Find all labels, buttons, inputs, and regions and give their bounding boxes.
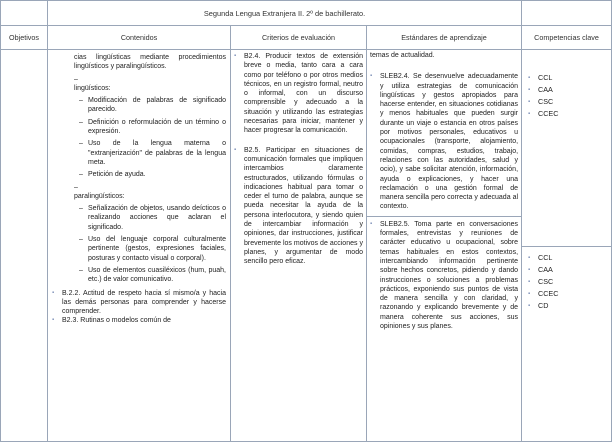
estandar-bottom xyxy=(367,216,521,332)
header-contenidos: Contenidos xyxy=(48,26,231,50)
competencia-item: ▪ CD xyxy=(528,300,611,312)
competencia-item: ▪ CAA xyxy=(528,264,611,276)
contenido-b222: ▪ B.2.2. Actitud de respeto hacia sí mismo/a y hacia las demás personas para comprender y hacerse comprender. xyxy=(52,289,226,317)
competencia-item: ▪ CCL xyxy=(528,252,611,264)
dash-marker: – xyxy=(74,183,78,191)
header-competencias: Competencias clave xyxy=(522,26,612,50)
paralinguisticos-list xyxy=(52,204,226,284)
table-title: Segunda Lengua Extranjera II. 2º de bachillerato. xyxy=(48,1,522,26)
header-objetivos: Objetivos xyxy=(1,26,48,50)
objetivos-cell xyxy=(1,50,48,442)
competencias-group-1 xyxy=(522,50,611,246)
list-item: – Modificación de palabras de significado parecido. xyxy=(80,96,226,115)
contenidos-intro: cias lingüísticas mediante procedimientos lingüísticos y paralingüísticos. xyxy=(74,54,226,71)
estandar-sleb25: ▪ SLEB2.5. Toma parte en conversaciones formales, entrevistas y reuniones de carácter educativo u ocupacional, sobre temas habituales en estos contextos, intercambiando información pertinente sobre hechos concretos, pidiendo y dando instrucciones o soluciones a problemas prácticos, exponiendo sus puntos de vista de manera sencilla y con claridad, y razonando y explicando brevemente y de manera coherente sus acciones, sus opiniones y sus planes. xyxy=(370,220,518,332)
competencia-item: ▪ CCEC xyxy=(528,108,611,120)
list-item: – Uso de elementos cuasiléxicos (hum, puah, etc.) de valor comunicativo. xyxy=(80,266,226,285)
title-spacer-cell xyxy=(522,1,612,26)
competencias-group-2 xyxy=(522,246,611,312)
competencia-item: ▪ CAA xyxy=(528,84,611,96)
list-item: – Uso del lenguaje corporal culturalmente pertinente (gestos, expresiones faciales, posturas y contacto visual o corporal). xyxy=(80,235,226,263)
list-item: – Definición o reformulación de un término o expresión. xyxy=(80,118,226,137)
estandar-sleb24: ▪ SLEB2.4. Se desenvuelve adecuadamente y utiliza estrategias de comunicación lingüísticas y gestos apropiados para hacerse entender, en situaciones cotidianas y menos habituales que pueden surgir durante un viaje o estancia en otros países por motivos personales, educativos u ocupacionales (transporte, alojamiento, comidas, compras, estudios, trabajo, relaciones con las autoridades, salud y ocio), y sabe solicitar atención, información, ayuda o explicaciones, y hacer una reclamación o una gestión formal de manera sencilla pero correcta y adecuada al contexto. xyxy=(370,72,518,211)
competencia-item: ▪ CCL xyxy=(528,72,611,84)
competencia-item: ▪ CSC xyxy=(528,276,611,288)
contenido-b223: ▪ B2.3. Rutinas o modelos común de xyxy=(52,316,226,325)
estandares-cell xyxy=(367,50,522,442)
criterio-b25: ▪ B2.5. Participar en situaciones de comunicación formales que impliquen intercambios claramente estructurados, utilizando fórmulas o indicaciones habitual para tomar o ceder el turno de palabra, aunque se pueda necesitar la ayuda de la persona interlocutora, y siendo quien de intercambiar información y opiniones, dar instrucciones, justificar brevemente los motivos de acciones y planes, y argumentar de modo sencillo pero eficaz. xyxy=(234,146,363,267)
linguisticos-list xyxy=(52,96,226,179)
estandar-top-text: temas de actualidad. xyxy=(370,52,435,59)
competencia-item: ▪ CSC xyxy=(528,96,611,108)
linguisticos-label: lingüísticos: xyxy=(74,84,111,92)
list-item: – Petición de ayuda. xyxy=(80,170,226,179)
header-estandares: Estándares de aprendizaje xyxy=(367,26,522,50)
competencia-item: ▪ CCEC xyxy=(528,288,611,300)
contenidos-cell xyxy=(48,50,231,442)
dash-marker: – xyxy=(74,75,78,83)
header-criterios: Criterios de evaluación xyxy=(231,26,367,50)
title-spacer-cell xyxy=(1,1,48,26)
paralinguisticos-label: paralingüísticos: xyxy=(74,192,125,200)
list-item: – Uso de la lengua materna o "extranjerización" de palabras de la lengua meta. xyxy=(80,139,226,167)
criterio-b24: ▪ B2.4. Producir textos de extensión breve o media, tanto cara a cara como por teléfono o por otros medios técnicos, en un registro formal, neutro o informal, con un discurso comprensible y adecuado a la situación y utilizando las estrategias necesarias para iniciar, mantener y hacer progresar la comunicación. xyxy=(234,52,363,136)
list-item: – Señalización de objetos, usando deícticos o realizando acciones que aclaran el significado. xyxy=(80,204,226,232)
competencias-cell xyxy=(522,50,612,442)
estandar-top xyxy=(367,51,521,212)
criterios-cell xyxy=(231,50,367,442)
